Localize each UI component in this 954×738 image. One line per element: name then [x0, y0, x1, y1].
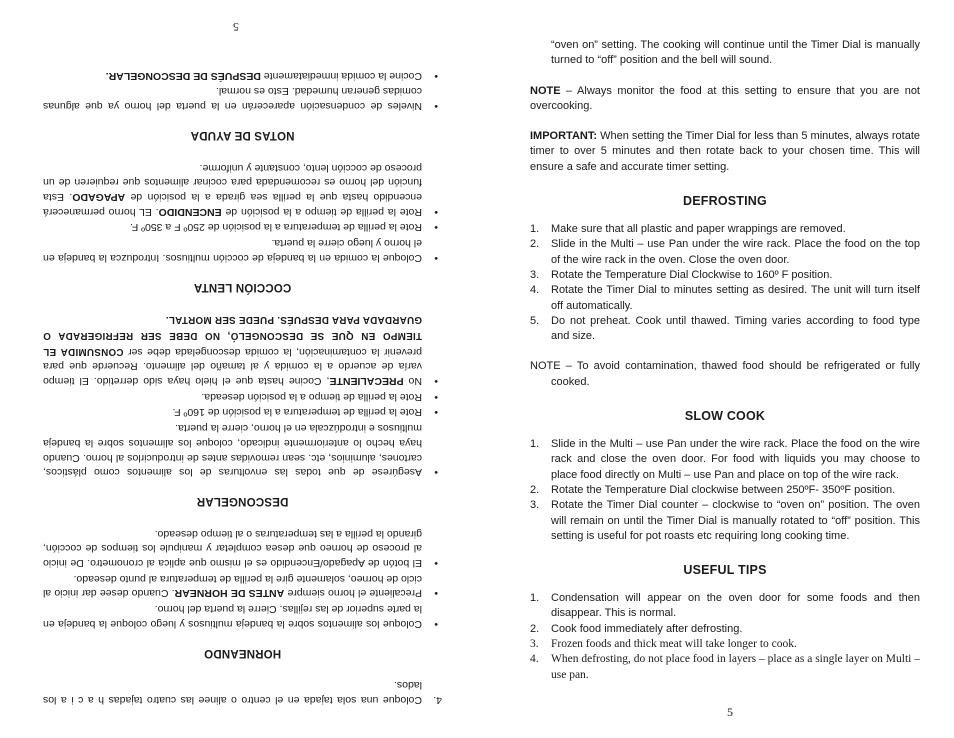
list-item: • Rote la perilla de temperatura a la posición de 160º F.	[172, 406, 438, 419]
descongelar-list	[43, 312, 442, 480]
list-item: 2. Slide in the Multi – use Pan under the wire rack. Place the food on the top of the wire rack in the oven. Close the oven door.	[530, 238, 920, 266]
list-item: • Asegúrese de que todas las envolturas de los alimentos como plásticos, cartones, aluminios, etc. sean removidas antes de introducirlos al horno. Cuando haya hecho lo anteriormente indicado, coloque los alimentos sobre la bandeja multiusos e introdúzcala en el horno, cierre la puerta.	[43, 422, 438, 479]
right-page-number: 5	[727, 705, 733, 719]
useful-tips-list-serif	[530, 637, 920, 683]
list-item: • Rote la perilla de tiempo a la posición de ENCENDIDO. EL horno permanecerá encendido hasta que la perilla sea girada a la posición de APAGADO. Esta función del horno es recomendada para cocinar alimentos que requieren de un proceso de cocción lento, constante y uniforme.	[43, 161, 438, 218]
notas-list	[43, 68, 442, 113]
defrosting-list	[530, 222, 920, 344]
list-item: 3. Rotate the Timer Dial counter – clockwise to “oven on” position. The oven will remain on until the Timer Dial is manually rotated to “off” position. This setting is useful for pot roasts etc requiring long cooking time.	[530, 499, 920, 542]
list-item: 3. Rotate the Temperature Dial Clockwise to 160º F position.	[530, 268, 833, 281]
notas-heading: NOTAS DE AYUDA	[190, 128, 295, 141]
intro-number: 4.	[433, 694, 442, 706]
horneando-heading: HORNEANDO	[203, 646, 282, 659]
list-item: 1. Slide in the Multi – use Pan under the wire rack. Place the food on the wire rack and close the oven door. For food with liquids you may choose to place food directly on Multi – use Pan and place on top of the wire rack.	[530, 438, 920, 481]
list-item: 1. Make sure that all plastic and paper wrappings are removed.	[530, 223, 846, 236]
list-item: 3. Frozen foods and thick meat will take longer to cook.	[530, 638, 797, 651]
intro-paragraph: “oven on” setting. The cooking will continue until the Timer Dial is manually turned to “off” position and the bell will sound.	[551, 39, 920, 67]
list-item: 4. Rotate the Timer Dial to minutes setting as desired. The unit will turn itself off automatically.	[530, 284, 920, 312]
list-item: • Rote la perilla de temperatura a la posición de 250º F a 350º F.	[130, 221, 438, 234]
note-text: – Always monitor the food at this setting to ensure that you are not overcooking.	[530, 84, 920, 112]
important-label: IMPORTANT:	[530, 130, 598, 143]
left-page-number: 5	[233, 20, 239, 34]
useful-tips-heading: USEFUL TIPS	[683, 563, 767, 578]
left-page-content	[43, 67, 442, 707]
right-page-english	[477, 0, 954, 738]
intro-text: Coloque una sola tajada en el centro o alinee las cuatro tajadas h a c i a los lados.	[43, 679, 422, 706]
slow-cook-heading: SLOW COOK	[684, 409, 766, 424]
important-text: When setting the Timer Dial for less than 5 minutes, always rotate timer to over 5 minutes and then rotate back to your chosen time. This will ensure a safe and accurate timer setting.	[530, 130, 920, 173]
list-item: 2. Cook food immediately after defrosting.	[530, 622, 743, 635]
list-item: 1. Condensation will appear on the oven door for some foods and then disappear. This is normal.	[530, 592, 920, 620]
list-item: • Rote la perilla de tiempo a la posición deseada.	[201, 390, 438, 403]
defrosting-note: NOTE – To avoid contamination, thawed food should be refrigerated or fully cooked.	[530, 360, 920, 388]
note-paragraph	[530, 84, 920, 115]
list-item: • No PRECALIENTE, Cocine hasta que el hielo haya sido derretido. El tiempo varía de acuerdo a la comida y al tamaño del alimento. Recuerde que para prevenir la contaminación, la comida descongelada debe ser CONSUMIDA EL TIEMPO EN QUE SE DESCONGELÓ, NO DEBE SER REFRIGERADA O GUARDADA PARA DESPUÉS. PUEDE SER MORTAL.	[42, 314, 438, 388]
intro-item	[43, 678, 442, 707]
list-item: • El botón de Apagado/Encendido es el mismo que aplica al cronometro. De inicio al proceso de horneo que desea completar y manipule los tiempos de cocción, girando la perilla a las temperaturas o al tiempo deseado.	[43, 527, 438, 570]
list-item: 5. Do not preheat. Cook until thawed. Timing varies according to food type and size.	[530, 314, 920, 343]
list-item: • Niveles de condensación aparecerán en la puerta del horno ya que algunas comidas generan humedad. Esto es normal.	[43, 85, 438, 113]
descongelar-heading: DESCONGELAR	[196, 494, 289, 507]
list-item: • Precaliente el horno siempre ANTES DE HORNEAR. Cuando desee dar inicio al ciclo de horneo, solamente gire la perilla de temperatura al punto deseado.	[42, 572, 438, 600]
list-item: • Cocine la comida inmediatamente DESPUÉS DE DESCONGELAR.	[105, 69, 438, 82]
coccion-list	[43, 160, 442, 265]
important-paragraph	[530, 129, 920, 175]
coccion-lenta-heading: COCCIÓN LENTA	[193, 280, 292, 293]
note-label: NOTE	[530, 84, 561, 97]
defrosting-heading: DEFROSTING	[683, 194, 767, 209]
list-item: • Coloque la comida en la bandeja de cocción multiusos. Introduzca la bandeja en el horno y luego cierre la puerta.	[43, 237, 438, 264]
slow-cook-list	[530, 437, 920, 544]
list-item: 2. Rotate the Temperature Dial clockwise between 250ºF- 350ºF position.	[530, 483, 896, 496]
list-item: • Coloque los alimentos sobre la bandeja multiusos y luego coloque la bandeja en la parte superior de las rejillas. Cierre la puerta del horno.	[43, 603, 438, 630]
useful-tips-list	[530, 591, 920, 637]
list-item: 4. When defrosting, do not place food in layers – place as a single layer on Multi – use pan.	[530, 653, 920, 681]
horneando-list	[43, 526, 442, 631]
right-page-content	[530, 38, 920, 683]
